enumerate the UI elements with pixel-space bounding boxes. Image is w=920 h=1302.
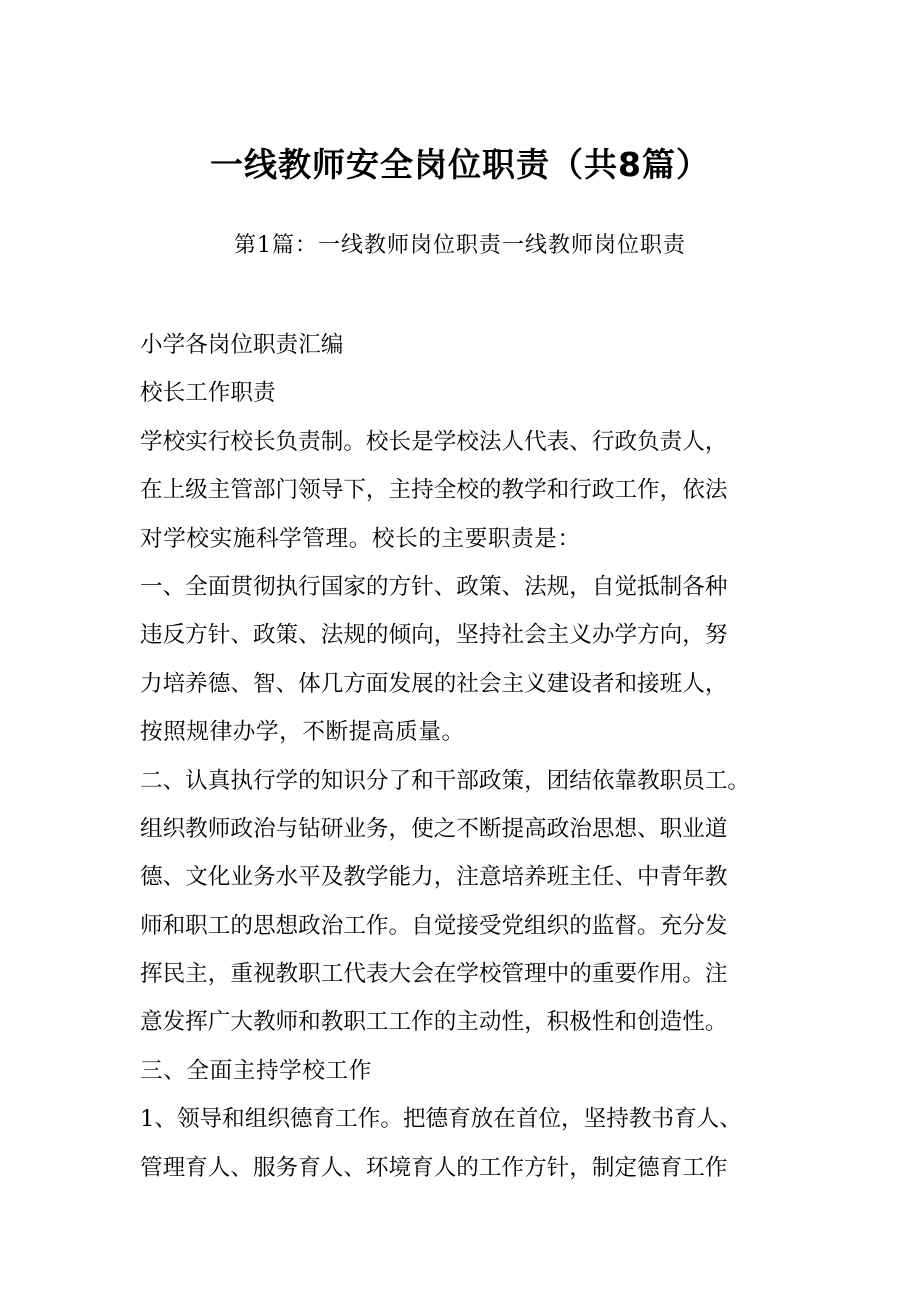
body-line: 1、领导和组织德育工作。把德育放在首位，坚持教书育人、 [140,1106,742,1133]
body-line: 管理育人、服务育人、环境育人的工作方针，制定德育工作 [140,1154,728,1181]
body-line: 违反方针、政策、法规的倾向，坚持社会主义办学方向，努 [140,622,728,649]
body-line: 组织教师政治与钻研业务，使之不断提高政治思想、职业道 [140,815,728,842]
body-line: 力培养德、智、体几方面发展的社会主义建设者和接班人， [140,670,728,697]
body-line: 一、全面贯彻执行国家的方针、政策、法规，自觉抵制各种 [140,573,728,600]
body-line: 三、全面主持学校工作 [140,1057,372,1084]
body-line: 师和职工的思想政治工作。自觉接受党组织的监督。充分发 [140,912,728,939]
body-line: 按照规律办学，不断提高质量。 [140,719,465,746]
body-line: 二、认真执行学的知识分了和干部政策，团结依靠教职员工。 [140,767,751,794]
body-line: 德、文化业务水平及教学能力，注意培养班主任、中青年教 [140,864,728,891]
body-line: 对学校实施科学管理。校长的主要职责是： [140,525,581,552]
body-line: 校长工作职责 [140,380,276,407]
document-subtitle: 第1篇：一线教师岗位职责一线教师岗位职责 [234,233,686,258]
body-line: 意发挥广大教师和教职工工作的主动性，积极性和创造性。 [140,1009,728,1036]
body-line: 挥民主，重视教职工代表大会在学校管理中的重要作用。注 [140,961,728,988]
body-line: 在上级主管部门领导下，主持全校的教学和行政工作，依法 [140,477,728,504]
body-line: 小学各岗位职责汇编 [140,332,344,358]
document-body [140,321,820,1192]
document-title: 一线教师安全岗位职责（共8篇） [210,145,710,184]
body-line: 学校实行校长负责制。校长是学校法人代表、行政负责人， [140,428,728,455]
